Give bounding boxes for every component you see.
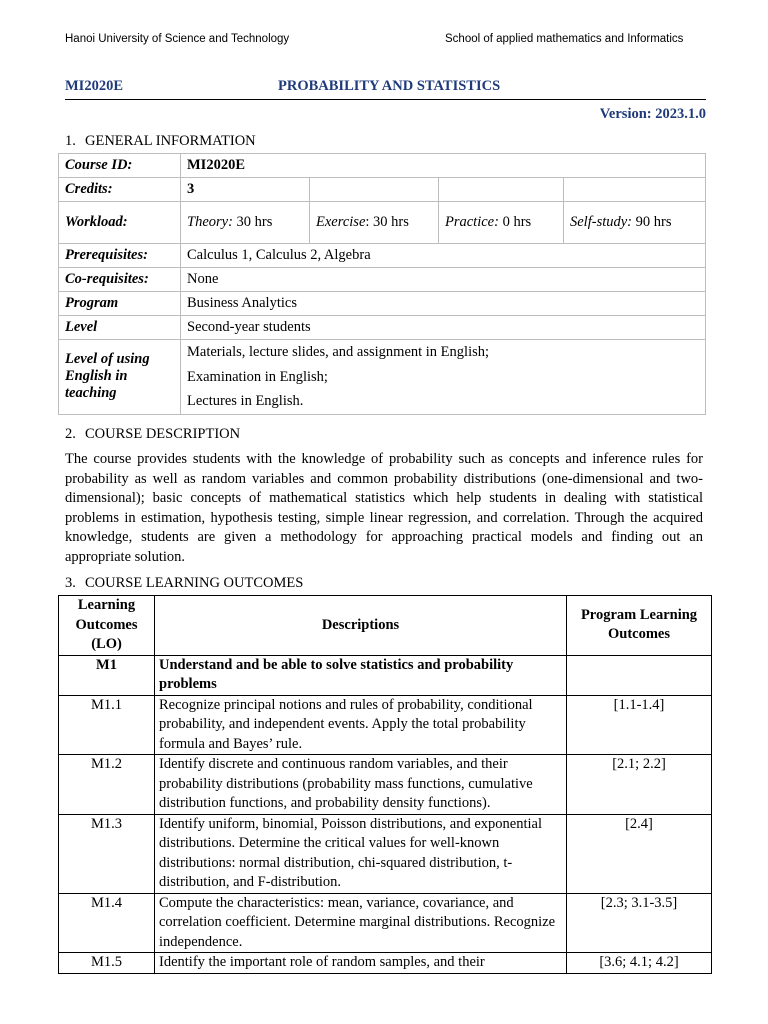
row-corequisites xyxy=(59,268,706,292)
english-line: Examination in English; xyxy=(187,368,328,385)
section-course-description xyxy=(65,426,240,443)
section-number: 1. xyxy=(65,133,76,149)
course-id-label: Course ID: xyxy=(59,154,181,178)
corequisites-value: None xyxy=(181,268,706,292)
outcome-row xyxy=(59,893,712,953)
outcome-group-row xyxy=(59,655,712,695)
row-level xyxy=(59,316,706,340)
practice-label: Practice: xyxy=(445,214,499,230)
theory-value: 30 hrs xyxy=(236,214,273,230)
outcome-row xyxy=(59,755,712,815)
section-title: COURSE LEARNING OUTCOMES xyxy=(85,575,304,591)
outcome-desc: Compute the characteristics: mean, variance, covariance, and correlation coefficient. Determine marginal distributions. Recognize independence. xyxy=(155,893,567,953)
workload-label: Workload: xyxy=(59,202,181,244)
section-number: 2. xyxy=(65,426,76,442)
header-school: School of applied mathematics and Informatics xyxy=(445,33,684,45)
header-university: Hanoi University of Science and Technology xyxy=(65,33,290,45)
section-title: COURSE DESCRIPTION xyxy=(85,426,241,442)
english-label: Level of using English in teaching xyxy=(59,340,181,415)
group-plo xyxy=(567,655,712,695)
group-id: M1 xyxy=(59,655,155,695)
outcome-plo: [1.1-1.4] xyxy=(567,695,712,755)
selfstudy-value: 90 hrs xyxy=(635,214,672,230)
title-bar xyxy=(65,78,706,100)
desc-header: Descriptions xyxy=(155,596,567,656)
level-label: Level xyxy=(59,316,181,340)
course-description: The course provides students with the knowledge of probability such as concepts and inference rules for probability as well as random variables and common probability distributions (one-dimensional and two-dimensional); basic concepts of mathematical statistics which help students in dealing with statistical problems in estimation, hypothesis testing, simple linear regression, and correlation. Through the acquired knowledge, students are given a methodology for approaching practical models and finding out an appropriate solution. xyxy=(65,451,703,565)
outcome-id: M1.2 xyxy=(59,755,155,815)
outcome-plo: [2.1; 2.2] xyxy=(567,755,712,815)
workload-selfstudy xyxy=(564,202,706,244)
group-desc: Understand and be able to solve statistics and probability problems xyxy=(155,655,567,695)
corequisites-label: Co-requisites: xyxy=(59,268,181,292)
exercise-value: : 30 hrs xyxy=(365,214,409,230)
outcome-plo: [2.3; 3.1-3.5] xyxy=(567,893,712,953)
empty-cell xyxy=(310,178,439,202)
empty-cell xyxy=(439,178,564,202)
outcome-desc: Identify uniform, binomial, Poisson distributions, and exponential distributions. Determine the critical values for well-known distributions: normal distribution, chi-squared distribution, t-distribution, and F-distribution. xyxy=(155,814,567,893)
row-workload xyxy=(59,202,706,244)
plo-header: Program Learning Outcomes xyxy=(567,596,712,656)
workload-practice xyxy=(439,202,564,244)
prerequisites-label: Prerequisites: xyxy=(59,244,181,268)
outcome-desc: Identify discrete and continuous random variables, and their probability distributions (probability mass functions, cumulative distribution functions, and probability density functions). xyxy=(155,755,567,815)
program-label: Program xyxy=(59,292,181,316)
outcome-plo: [3.6; 4.1; 4.2] xyxy=(567,953,712,974)
outcome-row xyxy=(59,814,712,893)
outcomes-header-row xyxy=(59,596,712,656)
outcome-id: M1.1 xyxy=(59,695,155,755)
outcome-desc: Identify the important role of random samples, and their xyxy=(155,953,567,974)
row-credits xyxy=(59,178,706,202)
row-program xyxy=(59,292,706,316)
exercise-label: Exercise xyxy=(316,214,366,230)
version: Version: 2023.1.0 xyxy=(599,106,706,122)
section-number: 3. xyxy=(65,575,76,591)
english-line: Materials, lecture slides, and assignment in English; xyxy=(187,344,490,360)
general-info-table xyxy=(58,153,706,415)
course-id-value: MI2020E xyxy=(181,154,706,178)
outcome-row xyxy=(59,953,712,974)
section-learning-outcomes xyxy=(65,575,303,592)
outcome-desc: Recognize principal notions and rules of probability, conditional probability, and independent events. Apply the total probability formula and Bayes’ rule. xyxy=(155,695,567,755)
course-code: MI2020E xyxy=(65,78,123,94)
outcome-plo: [2.4] xyxy=(567,814,712,893)
empty-cell xyxy=(564,178,706,202)
learning-outcomes-table xyxy=(58,595,712,974)
credits-label: Credits: xyxy=(59,178,181,202)
row-prerequisites xyxy=(59,244,706,268)
outcome-row xyxy=(59,695,712,755)
section-title: GENERAL INFORMATION xyxy=(85,133,256,149)
workload-theory xyxy=(181,202,310,244)
row-english xyxy=(59,340,706,415)
outcome-id: M1.5 xyxy=(59,953,155,974)
english-line: Lectures in English. xyxy=(187,393,304,409)
prerequisites-value: Calculus 1, Calculus 2, Algebra xyxy=(181,244,706,268)
practice-value: 0 hrs xyxy=(502,214,532,230)
row-course-id xyxy=(59,154,706,178)
workload-exercise xyxy=(310,202,439,244)
outcome-id: M1.3 xyxy=(59,814,155,893)
program-value: Business Analytics xyxy=(181,292,706,316)
course-title: PROBABILITY AND STATISTICS xyxy=(278,78,501,94)
selfstudy-label: Self-study: xyxy=(570,214,633,230)
outcome-id: M1.4 xyxy=(59,893,155,953)
lo-header: Learning Outcomes (LO) xyxy=(59,596,155,656)
english-value xyxy=(181,340,706,415)
credits-value: 3 xyxy=(181,178,310,202)
theory-label: Theory: xyxy=(187,214,233,230)
section-general-information xyxy=(65,133,256,150)
level-value: Second-year students xyxy=(181,316,706,340)
